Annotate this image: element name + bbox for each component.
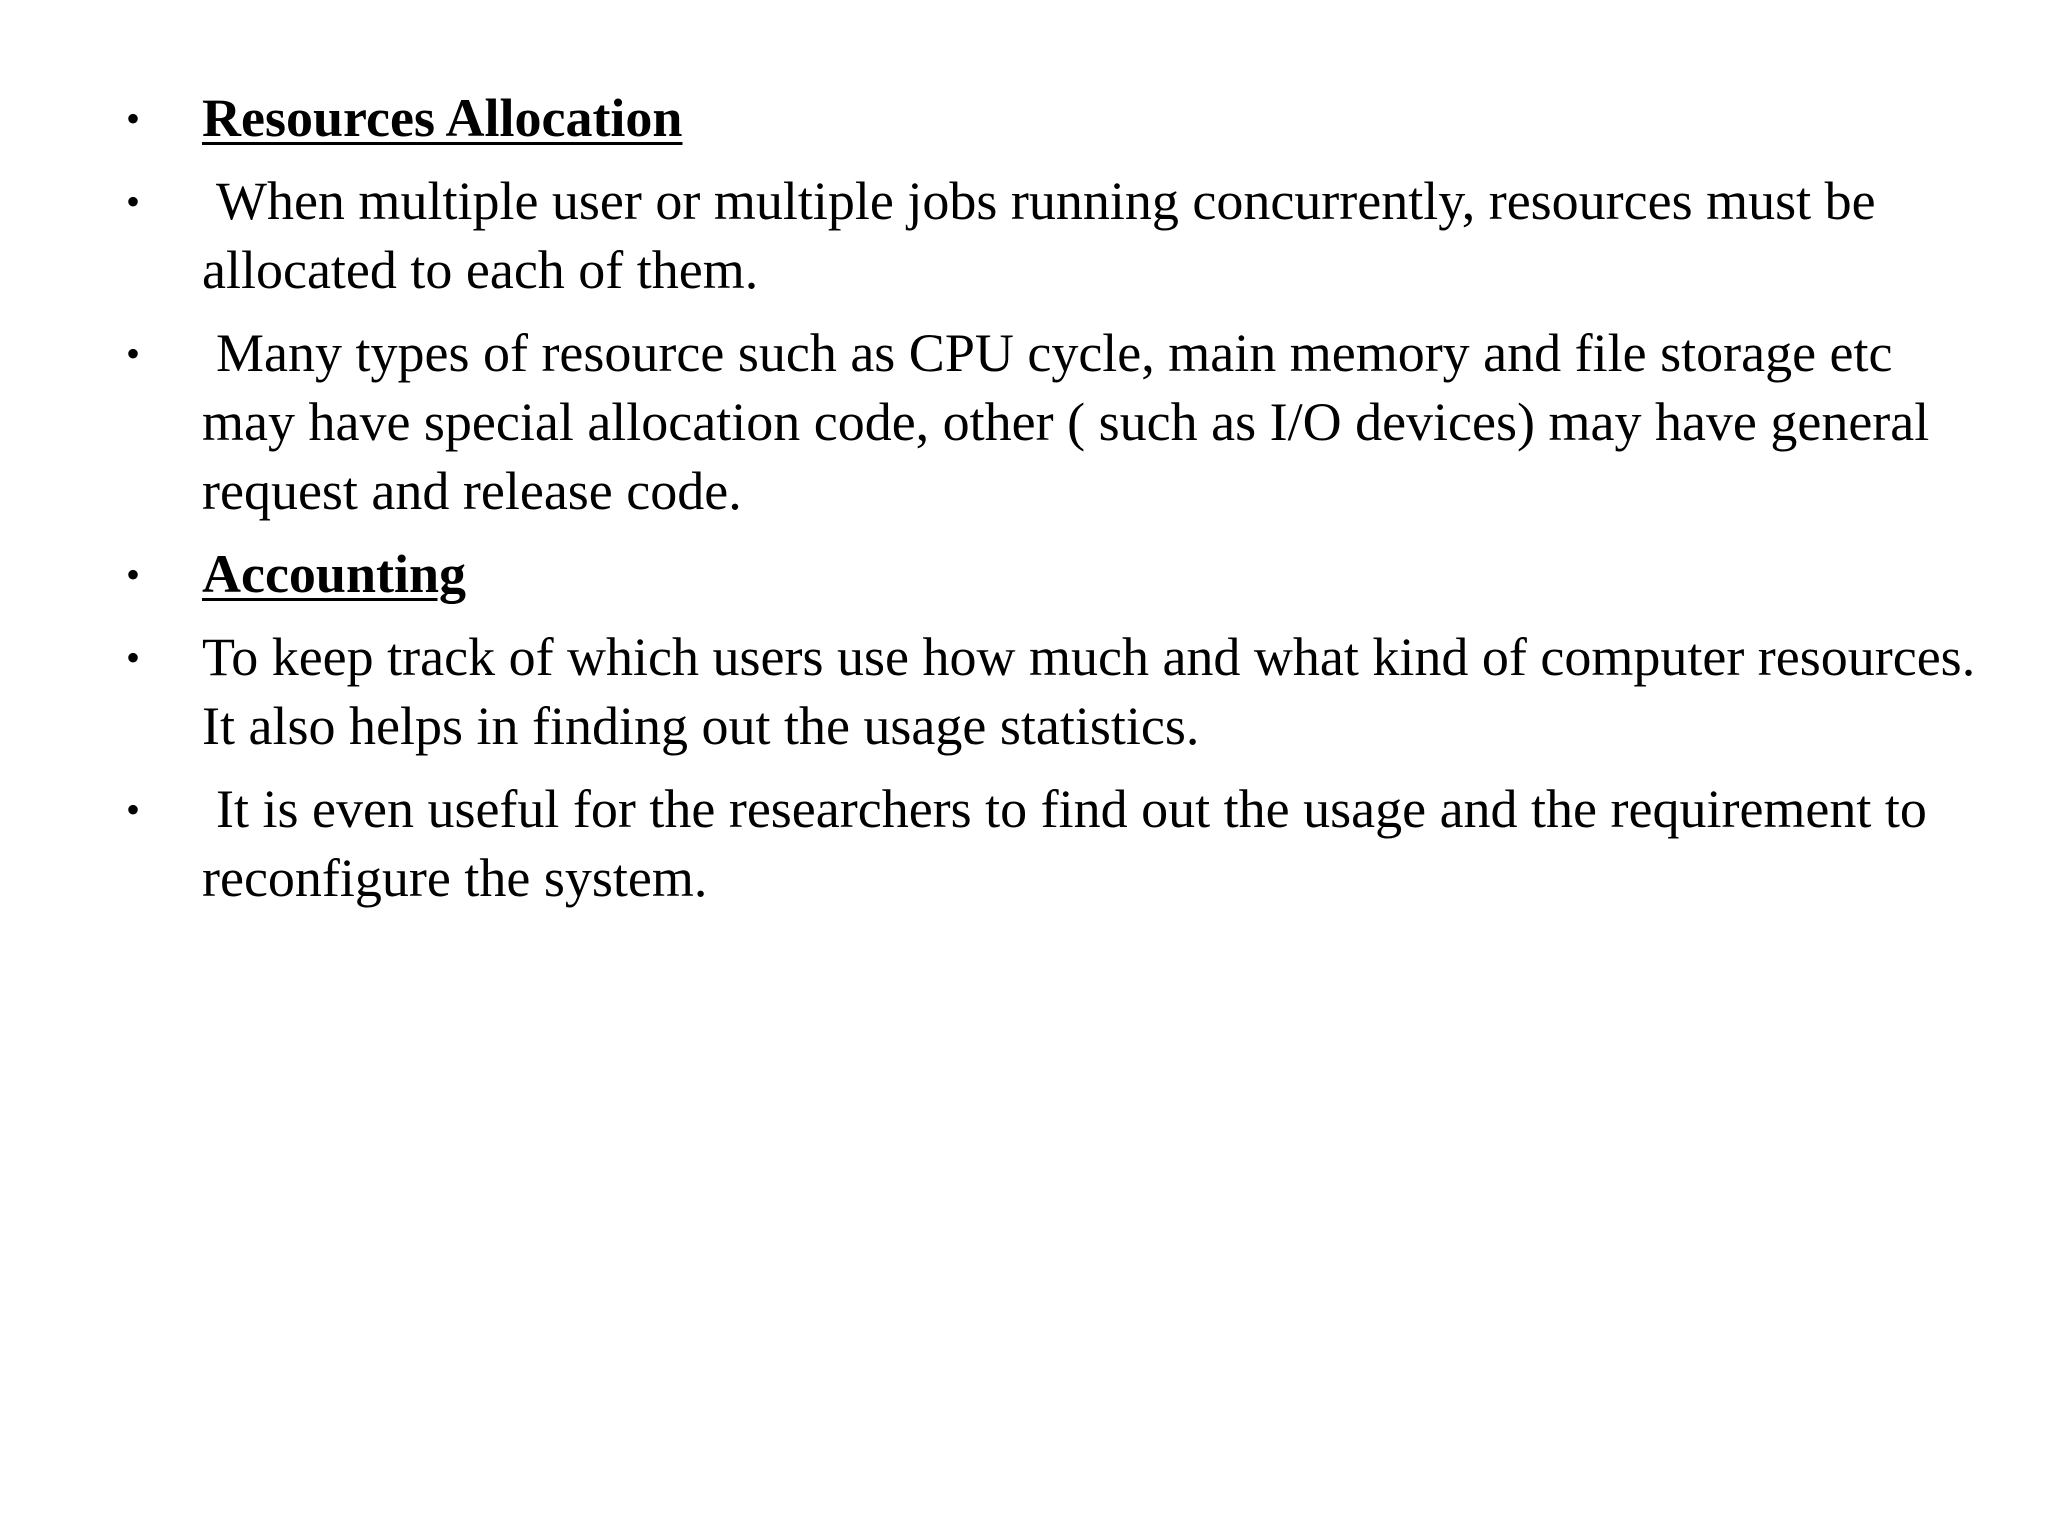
bullet-list	[118, 84, 1978, 927]
list-item	[118, 167, 1978, 305]
heading-accounting	[118, 540, 1978, 609]
item-text: It is even useful for the researchers to find out the usage and the requirement to reconfigure the system.	[202, 779, 1927, 908]
bullet-icon: •	[126, 96, 141, 141]
heading-text: Accounting	[202, 544, 467, 604]
list-item	[118, 623, 1978, 761]
item-text: Many types of resource such as CPU cycle, main memory and file storage etc may have special allocation code, other ( such as I/O devices) may have general request and release code.	[202, 323, 1930, 521]
list-item	[118, 319, 1978, 526]
bullet-icon: •	[126, 635, 141, 680]
item-text: When multiple user or multiple jobs running concurrently, resources must be allocated to each of them.	[202, 171, 1876, 300]
bullet-icon: •	[126, 787, 141, 832]
heading-resources-allocation	[118, 84, 1978, 153]
heading-text: Resources Allocation	[202, 88, 683, 148]
item-text: To keep track of which users use how much and what kind of computer resources. It also helps in finding out the usage statistics.	[202, 627, 1976, 756]
bullet-icon: •	[126, 331, 141, 376]
list-item	[118, 775, 1978, 913]
bullet-icon: •	[126, 552, 141, 597]
bullet-icon: •	[126, 179, 141, 224]
